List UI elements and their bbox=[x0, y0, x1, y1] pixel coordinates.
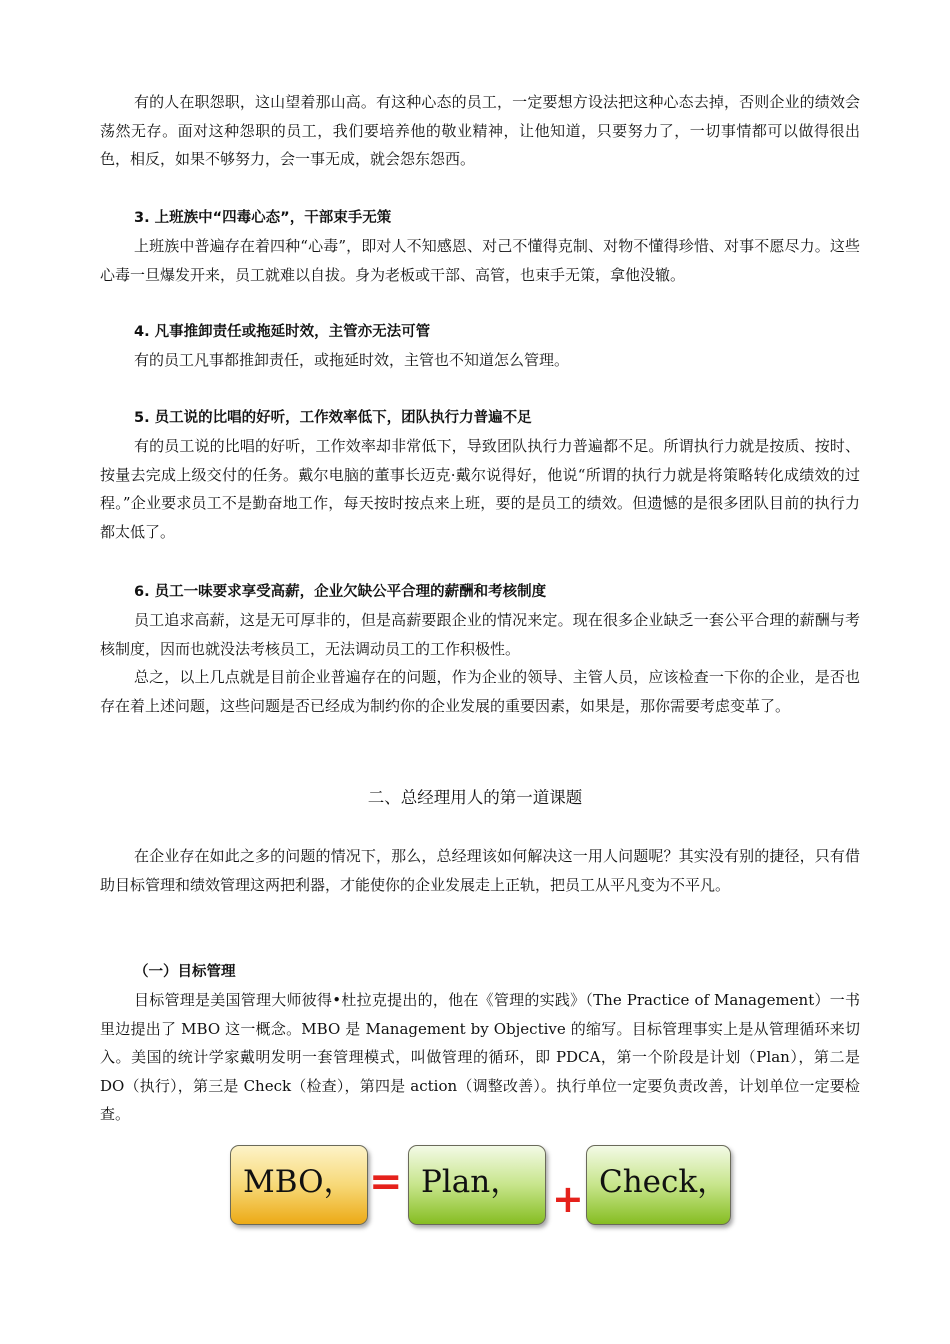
item-6-heading: 6. 员工一味要求享受高薪，企业欠缺公平合理的薪酬和考核制度 bbox=[134, 584, 547, 600]
mbo-formula-diagram bbox=[228, 1141, 738, 1231]
item-6-text: 员工追求高薪，这是无可厚非的，但是高薪要跟企业的情况来定。现在很多企业缺乏一套公平合理的薪酬与考核制度，因而也就没法考核员工，无法调动员工的工作积极性。 bbox=[100, 611, 860, 658]
check-box: Check， bbox=[586, 1145, 731, 1225]
item-3-heading: 3. 上班族中“四毒心态”，干部束手无策 bbox=[134, 210, 392, 226]
section-title: 二、总经理用人的第一道课题 bbox=[367, 788, 583, 807]
paragraph-complaining-staff bbox=[100, 88, 860, 174]
mbo-box: MBO， bbox=[230, 1145, 368, 1225]
item-4-text: 有的员工凡事都推卸责任，或拖延时效，主管也不知道怎么管理。 bbox=[134, 351, 570, 369]
subsection-heading: （一）目标管理 bbox=[134, 964, 236, 980]
paragraph-text: 有的人在职怨职，这山望着那山高。有这种心态的员工，一定要想方设法把这种心态去掉，否则企业的绩效会荡然无存。面对这种怨职的员工，我们要培养他的敬业精神，让他知道，只要努力了，一切事情都可以做得很出色，相反，如果不够努力，会一事无成，就会怨东怨西。 bbox=[100, 93, 860, 168]
item-3-text: 上班族中普遍存在着四种“心毒”，即对人不知感恩、对己不懂得克制、对物不懂得珍惜、对事不愿尽力。这些心毒一旦爆发开来，员工就难以自拔。身为老板或干部、高管，也束手无策，拿他没辙。 bbox=[100, 237, 860, 284]
item-5-heading: 5. 员工说的比唱的好听，工作效率低下，团队执行力普遍不足 bbox=[134, 410, 532, 426]
item-3 bbox=[100, 204, 860, 289]
paragraph-text: 在企业存在如此之多的问题的情况下，那么，总经理该如何解决这一用人问题呢？其实没有别的捷径，只有借助目标管理和绩效管理这两把利器，才能使你的企业发展走上正轨，把员工从平凡变为不平凡。 bbox=[100, 847, 860, 894]
summary-text: 总之，以上几点就是目前企业普遍存在的问题，作为企业的领导、主管人员，应该检查一下你的企业，是否也存在着上述问题，这些问题是否已经成为制约你的企业发展的重要因素，如果是，那你需要考虑变革了。 bbox=[100, 668, 860, 715]
item-6 bbox=[100, 578, 860, 720]
plan-box: Plan， bbox=[408, 1145, 546, 1225]
subsection-text: 目标管理是美国管理大师彼得•杜拉克提出的，他在《管理的实践》（The Practice of Management）一书里边提出了 MBO 这一概念。MBO 是 Management by Objective 的缩写。目标管理事实上是从管理循环来切入。美国的统计学家戴明发明一套管理模式，叫做管理的循环，即 PDCA，第一个阶段是计划（Plan），第二是 DO（执行），第三是 Check（检查），第四是 action（调整改善）。执行单位一定要负责改善，计划单位一定要检查。 bbox=[100, 991, 860, 1123]
paragraph-solution bbox=[100, 842, 860, 899]
subsection-mbo bbox=[100, 958, 860, 1129]
item-5-text: 有的员工说的比唱的好听，工作效率却非常低下，导致团队执行力普遍都不足。所谓执行力就是按质、按时、按量去完成上级交付的任务。戴尔电脑的董事长迈克·戴尔说得好，他说“所谓的执行力就是将策略转化成绩效的过程。”企业要求员工不是勤奋地工作，每天按时按点来上班，要的是员工的绩效。但遗憾的是很多团队目前的执行力都太低了。 bbox=[100, 437, 860, 541]
item-4-heading: 4. 凡事推卸责任或拖延时效，主管亦无法可管 bbox=[134, 324, 431, 340]
plus-sign: + bbox=[552, 1177, 584, 1221]
item-4 bbox=[100, 318, 860, 375]
item-5 bbox=[100, 404, 860, 546]
equals-sign: = bbox=[369, 1159, 403, 1205]
